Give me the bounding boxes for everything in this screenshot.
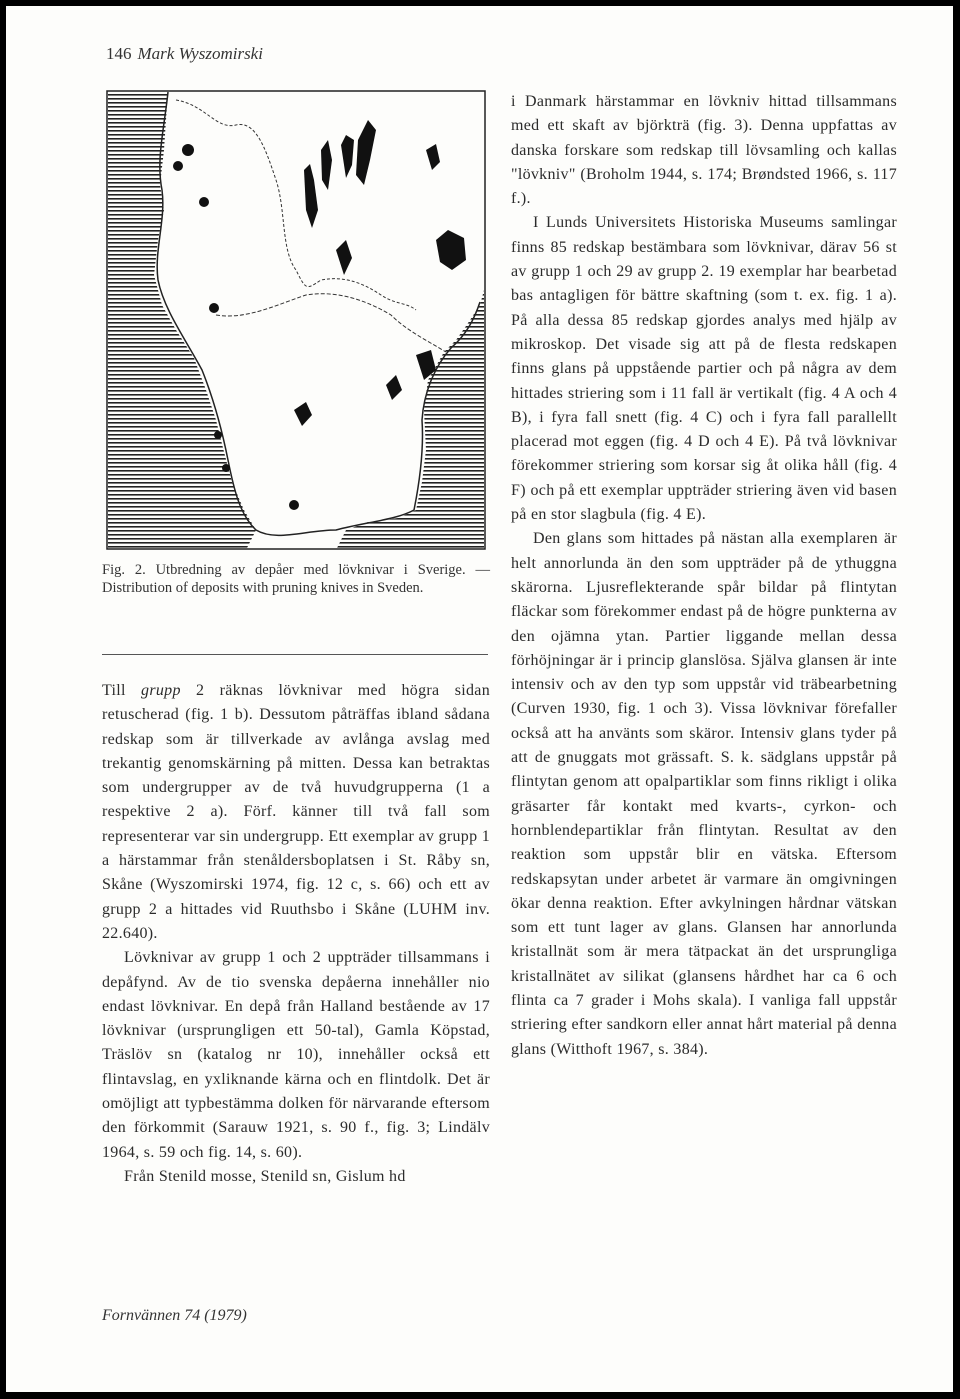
running-header [106, 44, 263, 64]
right-paragraph-1: i Danmark härstammar en lövkniv hittad tillsammans med ett skaft av björkträ (fig. 3). Denna uppfattas av danska forskare som redskap till lövsamling och kallas "lövkniv" (Broholm 1944, s. 174; Brøndsted 1966, s. 117 f.). [511, 93, 897, 208]
journal-footer: Fornvännen 74 (1979) [102, 1307, 247, 1324]
right-paragraph-3: Den glans som hittades på nästan alla exemplaren är helt annorlunda än den som uppträder på de ythuggna skärorna. Ljusreflekterande spår bildar på flintytan fläckar som förekommer endast på de högre punkterna av den ojämna ytan. Partier liggande mellan dessa förhöjningar är i princip glanslösa. Själva glansen är inte intensiv och av den typ som uppstår vid träbearbetning (Curven 1930, fig. 1 och 3). Vissa lövknivar förefaller också att ha använts som skäror. Intensiv glans tyder på att de gnuggats mot grässaft. S. k. sädglans uppstår på flintytan genom att opalpartiklar som finns rikligt i olika gräsarter får kontakt med kvarts-, cyrkon- och hornblendepartiklar från flintytan. Resultat av den reaktion som uppstår blir en vätska. Eftersom redskapsytan under arbetet är varmare än omgivningen ökar denna reaktion. Efter avkylningen hårdnar vätskan som ett tunt lager av glans. Glansen har annorlunda kristallnät som är mera tätpackat än det ursprungliga kristallnätet av silikat (glansens hårdhet har ca 6 och flinta ca 7 grader i Mohs skala). I vanliga fall uppstår striering efter sandkorn eller annat hårt material på denna glans (Witthoft 1967, s. 384). [511, 530, 897, 1058]
page [6, 6, 953, 1392]
left-paragraph-2: Lövknivar av grupp 1 och 2 uppträder tillsammans i depåfynd. Av de tio svenska depåerna innehåller nio endast lövknivar. En depå från Halland bestående av 17 lövknivar (ursprungligen ett 50-tal), Gamla Köpstad, Träslöv sn (katalog nr 10), innehåller också ett flintavslag, en yxliknande kärna och en flintdolk. Det är omöjligt att typbestämma dolken för närvarande eftersom den förkommit (Sarauw 1921, s. 90 f., fig. 3; Lindälv 1964, s. 59 och fig. 14, s. 60). [102, 949, 490, 1161]
page-number: 146 [106, 44, 132, 63]
right-paragraph-2: I Lunds Universitets Historiska Museums samlingar finns 85 redskap bestämbara som lövknivar, därav 56 st av grupp 1 och 29 av grupp 2. 19 exemplar har bearbetad bas antagligen för bättre skaftning (som t. ex. fig. 1 a). På alla dessa 85 redskap gjordes analys med hjälp av mikroskop. Det visade sig att på de flesta redskapen finns glans på uppstående partier och på några av dem hittades striering som i 11 fall är vertikalt (fig. 4 A och 4 B), i fyra fall snett (fig. 4 C) och i fyra fall parallellt placerad mot eggen (fig. 4 D och 4 E). På två lövknivar förekommer striering som korsar sig åt olika håll (fig. 4 F) och på ett exemplar uppträder striering även vid basen på en stor slagbula (fig. 4 E). [511, 214, 897, 524]
distribution-map [106, 90, 486, 550]
figure-caption: Fig. 2. Utbredning av depåer med lövknivar i Sverige. — Distribution of deposits with pruning knives in Sveden. [102, 562, 490, 596]
left-paragraph-3: Från Stenild mosse, Stenild sn, Gislum hd [124, 1167, 406, 1185]
author-name: Mark Wyszomirski [137, 44, 263, 63]
section-divider [102, 654, 488, 655]
left-paragraph-1: Till grupp 2 räknas lövknivar med högra sidan retuscherad (fig. 1 b). Dessutom påträffas ibland sådana redskap som är tillverkade av avlånga avslag med trekantig genomskärning på mitten. Dessa kan betraktas som undergrupper av de två huvudgrupperna (1 a respektive 2 a). Förf. känner till två fall som representerar var sin undergrupp. Ett exemplar av grupp 1 a härstammar från stenåldersboplatsen i St. Råby sn, Skåne (Wyszomirski 1974, fig. 12 c, s. 66) och ett av grupp 2 a hittades vid Ruuthsbo i Skåne (LUHM inv. 22.640). [102, 682, 490, 942]
left-column [102, 679, 490, 1189]
right-column [511, 90, 897, 1062]
